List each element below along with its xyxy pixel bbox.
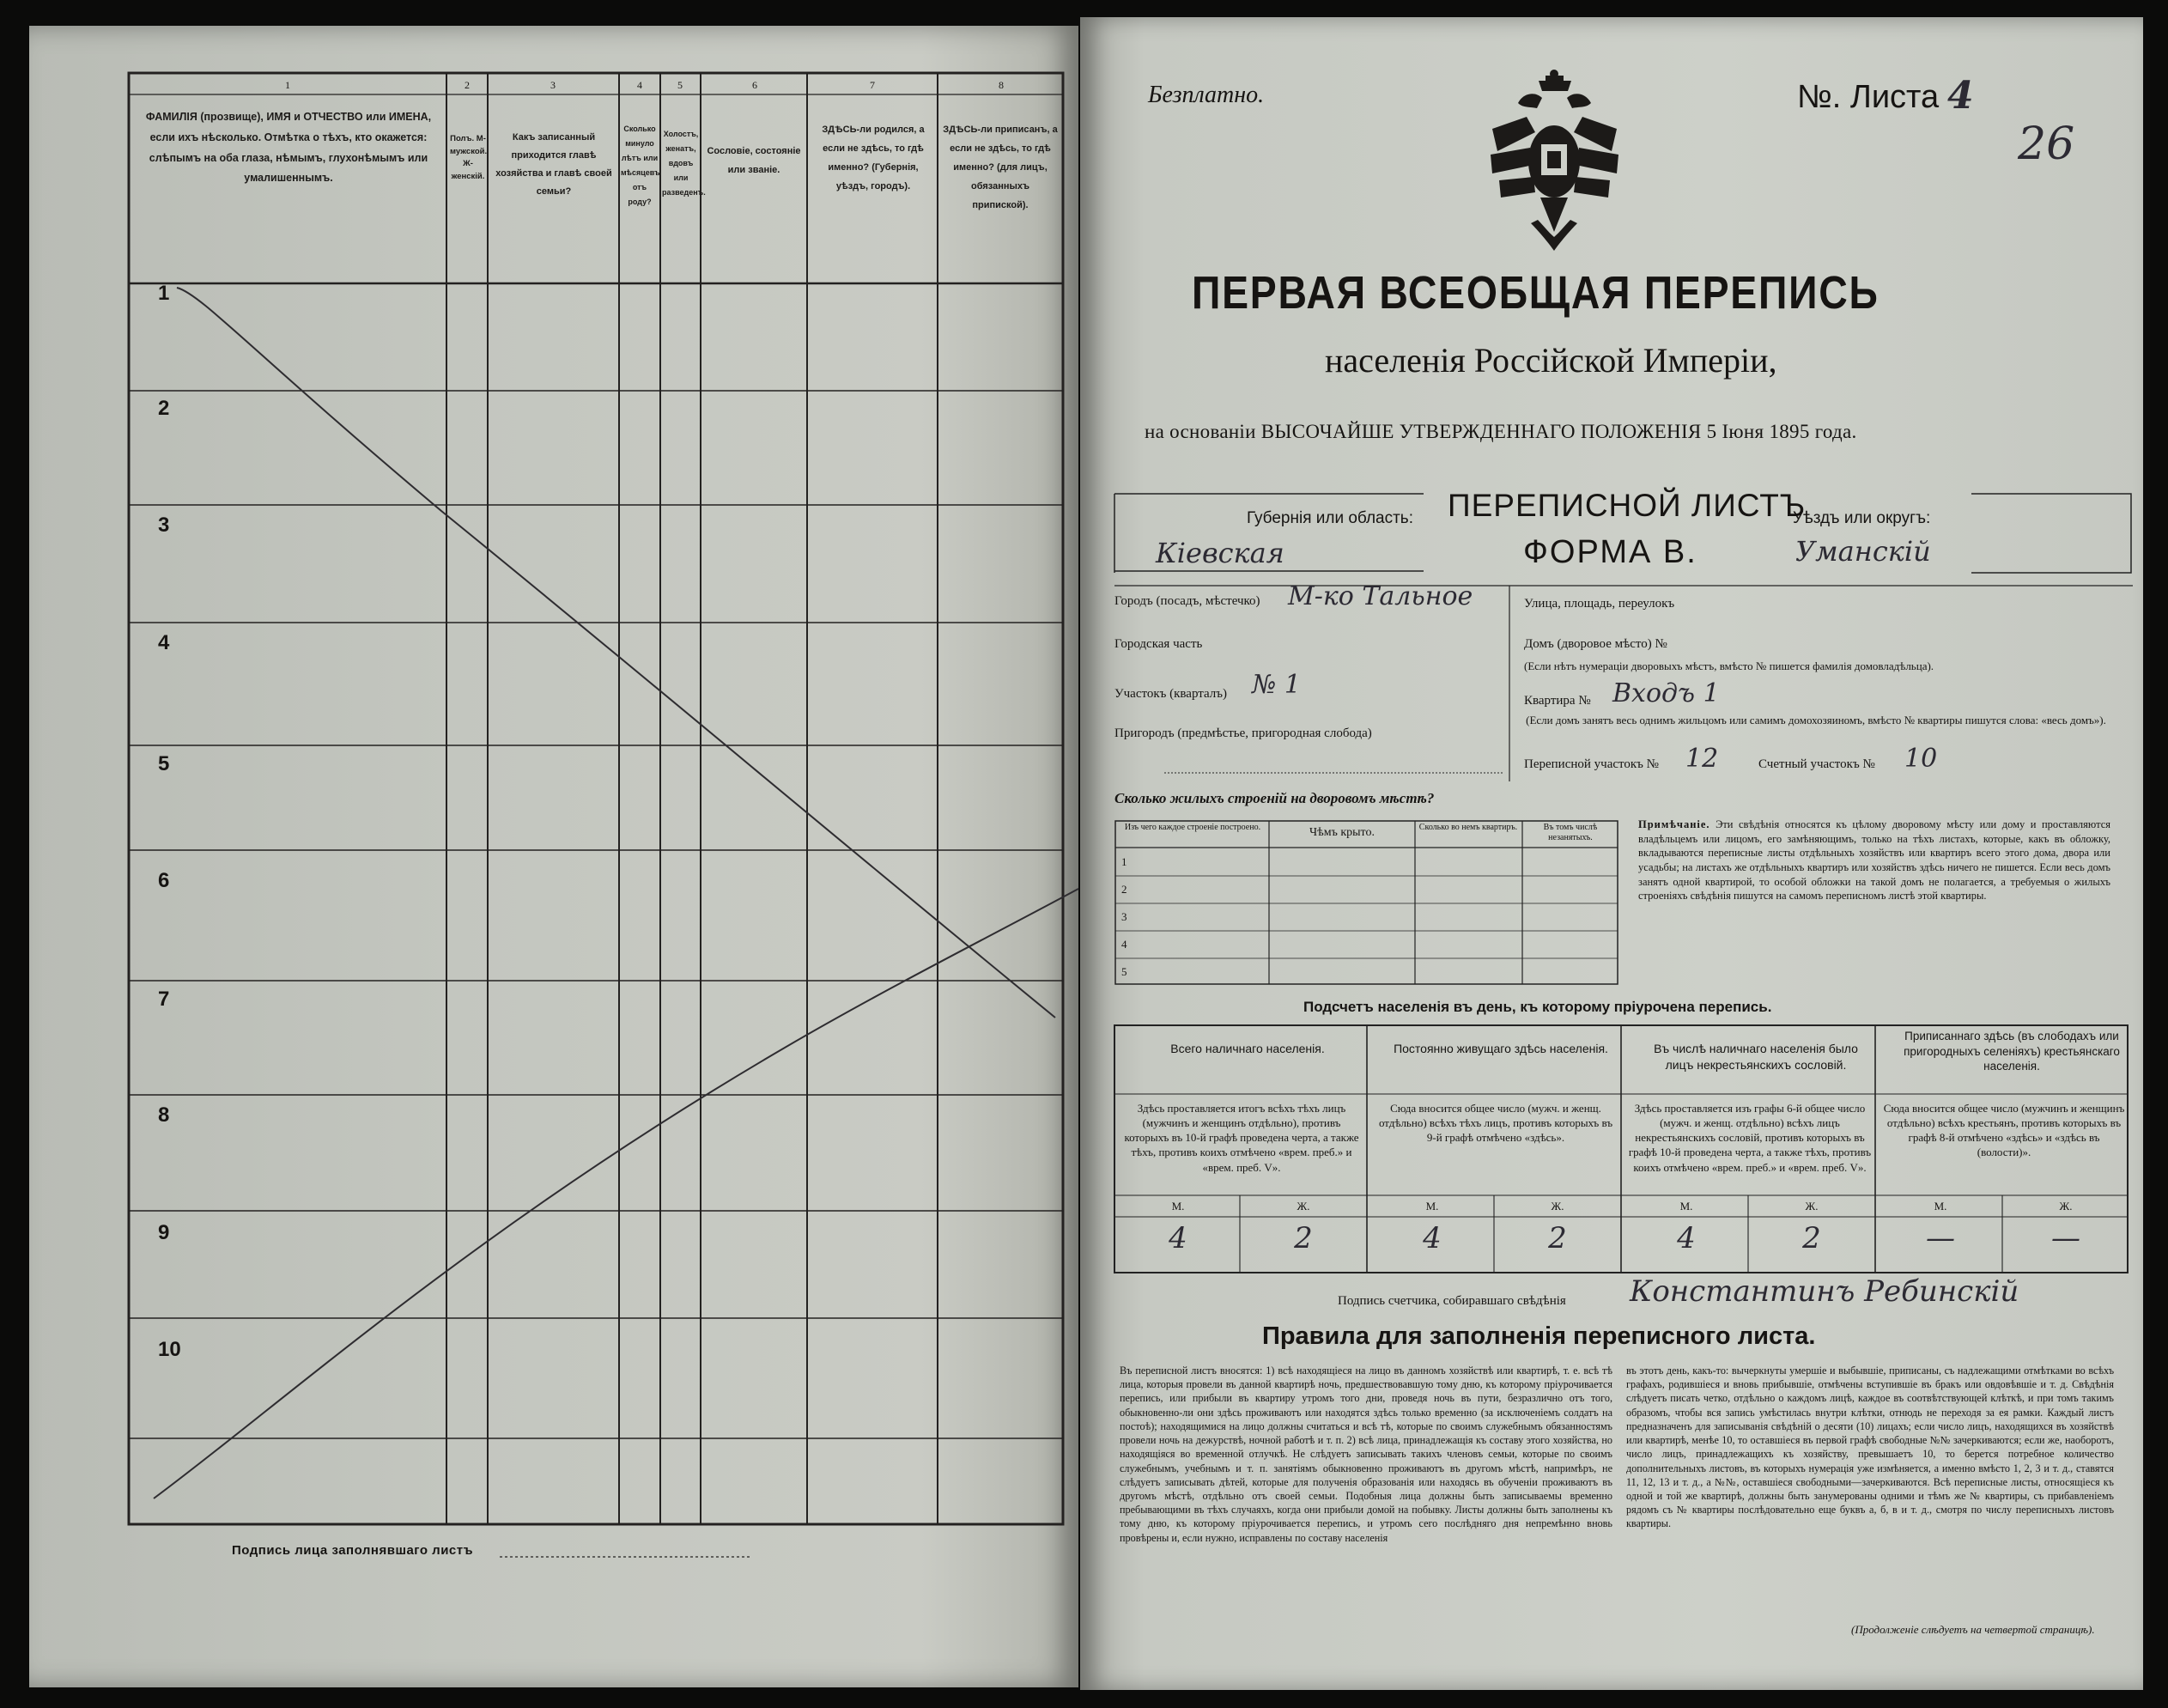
buildings-row-4: 4 xyxy=(1121,938,1127,951)
population-col-3-m-label: М. xyxy=(1679,1200,1693,1213)
left-page-household-table xyxy=(29,26,1078,1687)
city-value: М-ко Тальное xyxy=(1288,581,1473,611)
apartment-note: (Если домъ занятъ весь однимъ жильцомъ или самимъ домохозяиномъ, вмѣсто № квартиры пишутся слова: «весь домъ»). xyxy=(1526,714,2106,726)
column-header-relation: Какъ записанный приходится главѣ хозяйства и главѣ своей семьи? xyxy=(495,132,612,197)
sheet-title: ПЕРЕПИСНОЙ ЛИСТЪ xyxy=(1448,488,1807,523)
population-col-1-female-value: 2 xyxy=(1294,1221,1313,1255)
row-number-7: 7 xyxy=(158,988,170,1011)
column-header-age: Сколько минуло лѣтъ или мѣсяцевъ отъ роду? xyxy=(621,125,660,207)
column-header-registered: ЗДѢСЬ-ли приписанъ, а если не здѣсь, то гдѣ именно? (для лицъ, обязанныхъ припиской). xyxy=(943,125,1058,210)
sheet-number-label: №. Листа xyxy=(1797,79,1940,115)
population-col-1-head: Всего наличнаго населенія. xyxy=(1170,1042,1325,1055)
province-value: Кіевская xyxy=(1156,537,1284,569)
population-col-2-body: Сюда вносится общее число (мужч. и женщ. отдѣльно) всѣхъ тѣхъ лицъ, противъ которыхъ въ 9-й графѣ отмѣчено «здѣсь». xyxy=(1378,1102,1613,1145)
census-area-label: Переписной участокъ № xyxy=(1524,757,1659,771)
population-col-2-female-value: 2 xyxy=(1548,1221,1567,1255)
house-note: (Если нѣтъ нумераціи дворовыхъ мѣстъ, вмѣсто № пишется фамилія домовладѣльца). xyxy=(1524,659,1934,672)
column-number-1: 1 xyxy=(285,79,290,91)
basis-line: на основаніи ВЫСОЧАЙШЕ УТВЕРЖДЕННАГО ПОЛОЖЕНІЯ 5 Іюня 1895 года. xyxy=(1145,421,1857,442)
suburb-label: Пригородъ (предмѣстье, пригородная слобода) xyxy=(1114,726,1372,740)
buildings-row-1: 1 xyxy=(1121,855,1127,868)
column-number-3: 3 xyxy=(550,79,556,91)
population-col-4-m-label: М. xyxy=(1934,1200,1947,1213)
population-col-3-male-value: 4 xyxy=(1677,1221,1696,1255)
row-number-1: 1 xyxy=(158,282,170,305)
column-header-estate: Сословіе, состояніе или званіе. xyxy=(707,146,801,175)
street-label: Улица, площадь, переулокъ xyxy=(1524,597,1675,611)
sheet-number-handwritten: 4 xyxy=(1947,74,1974,118)
free-label: Безплатно. xyxy=(1148,82,1265,108)
row-number-6: 6 xyxy=(158,869,170,892)
rules-right-column: въ этотъ день, какъ-то: вычеркнуты умершіе и выбывшіе, приписаны, съ надлежащими отмѣтками во всѣхъ графахъ, родившіеся и вновь прибывшіе, отмѣчены вступившіе въ бракъ или овдовѣвшіе и т. д. Свѣдѣнія слѣдуетъ писать четко, отдѣльно о каждомъ лицѣ, каждое въ соотвѣтствующей клѣткѣ, и при томъ такимъ образомъ, чтобы вся запись умѣстилась внутри клѣтки, отнюдь не переходя за ея рамки. Каждый листъ предназначенъ для записыванія свѣдѣній о десяти (10) лицахъ; если число лицъ, находящихся въ хозяйствѣ или квартирѣ, менѣе 10, то оставшіеся въ первой графѣ свободные №№ зачеркиваются; если же, наоборотъ, число лицъ, принадлежащихъ къ хозяйству, превышаетъ 10, то берется потребное количество дополнительныхъ листовъ, въ которыхъ нумерація уже измѣняется, а именно вмѣсто 1, 2, 3 и т. д., ставятся 11, 12, 13 и т. д., а №№, оставшіеся свободными—зачеркиваются. Всѣ переписные листы, относящіеся къ одной и той же квартирѣ, должны быть занумерованы одними и тѣмъ же № квартиры, съ прибавленіемъ рядомъ съ № квартиры послѣдовательно еще буквъ а, б, в и т. д., смотря по числу переписныхъ листовъ квартиры. xyxy=(1626,1365,2114,1530)
buildings-header-roof: Чѣмъ крыто. xyxy=(1309,826,1375,839)
buildings-row-2: 2 xyxy=(1121,883,1127,896)
column-header-name: ФАМИЛІЯ (прозвище), ИМЯ и ОТЧЕСТВО или ИМЕНА, если ихъ нѣсколько. Отмѣтка о тѣхъ, кто окажется: слѣпымъ на оба глаза, нѣмымъ, глухонѣмымъ или умалишеннымъ. xyxy=(145,111,432,185)
row-number-4: 4 xyxy=(158,631,170,654)
population-col-2-male-value: 4 xyxy=(1423,1221,1442,1255)
city-part-label: Городская часть xyxy=(1114,637,1203,651)
population-col-4-head: Приписаннаго здѣсь (въ слободахъ или пригородныхъ селеніяхъ) крестьянскаго населенія. xyxy=(1904,1030,2120,1073)
population-col-1-f-label: Ж. xyxy=(1297,1200,1310,1213)
population-col-4-body: Сюда вносится общее число (мужчинъ и женщинъ отдѣльно) всѣхъ крестьянъ, противъ которыхъ въ графѣ 8-й отмѣчено «здѣсь» и «здѣсь въ (волости)». xyxy=(1883,1102,2125,1159)
column-header-sex: Полъ. М-мужской. Ж-женскій. xyxy=(450,134,488,182)
row-number-10: 10 xyxy=(158,1338,181,1361)
column-header-marital: Холостъ, женатъ, вдовъ или разведенъ. xyxy=(662,130,706,198)
column-number-4: 4 xyxy=(637,79,642,91)
continued-note: (Продолженіе слѣдуетъ на четвертой страницѣ). xyxy=(1851,1623,2095,1636)
census-subtitle: населенія Россійской Имперіи, xyxy=(1325,341,1777,380)
precinct-label: Участокъ (кварталъ) xyxy=(1114,687,1228,701)
note-label: Примѣчаніе. xyxy=(1638,818,1710,830)
rules-left-column: Въ переписной листъ вносятся: 1) всѣ находящіеся на лицо въ данномъ хозяйствѣ или квартирѣ, т. е. всѣ тѣ лица, которыя провели въ данной квартирѣ ночь, предшествовавшую тому дню, къ которому пріурочивается перепись, или прибыли въ квартиру утромъ того дни, проведя ночь въ пути, безразлично отъ того, обыкновенно-ли они здѣсь проживаютъ или находятся здѣсь только временно (за исключеніемъ солдатъ на постоѣ); находящимися на лицо должны считаться и всѣ тѣ, которые по своимъ служебнымъ обязанностямъ провели ночь на дежурствѣ, ночной работѣ и т. п. 2) всѣ лица, принадлежащія къ составу этого хозяйства, но находящіяся во временной отлучкѣ. Не слѣдуетъ записывать такихъ членовъ семьи, которые по своимъ служебнымъ, учебнымъ и т. п. занятіямъ обыкновенно проживаютъ въ другомъ мѣстѣ, напримѣръ, не слѣдуетъ записывать дѣтей, которые для полученія образованія или находясь въ обученіи проживаютъ въ другомъ мѣстѣ, отдѣльно отъ своей семьи. Подобныя лица должны быть записываемы временно пребывающими въ тѣхъ случаяхъ, когда они прибыли домой на побывку. Листы должны быть заполнены къ тому дню, къ которому пріурочивается перепись, и утромъ сего послѣдняго дня непремѣнно вновь провѣрены и, если нужно, исправлены по составу населенія xyxy=(1120,1365,1612,1544)
population-col-2-m-label: М. xyxy=(1425,1200,1439,1213)
count-area-value: 10 xyxy=(1904,744,1938,774)
household-table-grid xyxy=(29,26,1078,1687)
population-col-1-male-value: 4 xyxy=(1169,1221,1187,1255)
buildings-header-material: Изъ чего каждое строеніе построено. xyxy=(1124,823,1261,832)
apartment-value: Входъ 1 xyxy=(1612,678,1720,708)
strike-line-diagonal-down xyxy=(177,288,1055,1018)
column-number-2: 2 xyxy=(465,79,470,91)
form-title: ФОРМА В. xyxy=(1523,534,1697,570)
precinct-value: № 1 xyxy=(1252,670,1302,700)
double-headed-eagle-emblem xyxy=(1484,69,1625,262)
population-col-2-head: Постоянно живущаго здѣсь населенія. xyxy=(1394,1042,1608,1055)
census-area-value: 12 xyxy=(1685,744,1719,774)
buildings-header-vacant: Въ томъ числѣ незанятыхъ. xyxy=(1543,823,1598,842)
district-label: Уѣздъ или округъ: xyxy=(1793,509,1931,527)
population-col-4-female-value: — xyxy=(2051,1221,2080,1255)
note-text: Эти свѣдѣнія относятся къ цѣлому дворовому мѣсту или дому и проставляются владѣльцемъ или лицомъ, его замѣняющимъ, только на тѣхъ листахъ, которые, какъ въ обложку, вкладываются переписные листы отдѣльныхъ хозяйствъ или квартиръ всего этого дома, двора или усадьбы; на листахъ же отдѣльныхъ квартиръ или хозяйствъ здѣсь ничего не пишется. Если весь домъ занятъ одной квартирой, то особой обложки на такой домъ не полагается, а требуемыя о жилыхъ строеніяхъ свѣдѣнія пишутся на самомъ переписномъ листѣ этой квартиры. xyxy=(1638,818,2111,903)
household-signature-label: Подпись лица заполнявшаго листъ xyxy=(232,1543,474,1558)
province-label: Губернія или область: xyxy=(1246,509,1413,527)
count-area-label: Счетный участокъ № xyxy=(1758,757,1875,771)
rules-title: Правила для заполненія переписного листа. xyxy=(1262,1322,1816,1350)
population-col-4-male-value: — xyxy=(1926,1221,1955,1255)
buildings-row-3: 3 xyxy=(1121,910,1127,923)
city-label: Городъ (посадъ, мѣстечко) xyxy=(1114,594,1260,608)
population-col-3-f-label: Ж. xyxy=(1805,1200,1819,1213)
right-page-census-form xyxy=(1080,17,2143,1690)
row-number-2: 2 xyxy=(158,397,170,420)
census-title: ПЕРВАЯ ВСЕОБЩАЯ ПЕРЕПИСЬ xyxy=(1192,267,1880,319)
row-number-8: 8 xyxy=(158,1103,170,1127)
house-label: Домъ (дворовое мѣсто) № xyxy=(1524,637,1667,651)
column-number-7: 7 xyxy=(870,79,875,91)
population-col-1-m-label: М. xyxy=(1171,1200,1185,1213)
buildings-question: Сколько жилыхъ строеній на дворовомъ мѣстѣ? xyxy=(1114,790,1435,806)
page-number-handwritten: 26 xyxy=(2018,119,2075,170)
district-value: Уманскій xyxy=(1795,535,1931,568)
row-number-3: 3 xyxy=(158,514,170,537)
column-number-6: 6 xyxy=(752,79,757,91)
population-col-3-body: Здѣсь проставляется изъ графы 6-й общее число (мужч. и женщ. отдѣльно) всѣхъ лицъ некрестьянскихъ сословій, противъ которыхъ въ графѣ 10-й проведена черта, а также тѣхъ, противъ коихъ отмѣчено «врем. преб.» и «врем. преб. V». xyxy=(1628,1102,1872,1174)
buildings-note xyxy=(1638,818,2110,903)
enumerator-signature: Константинъ Ребинскій xyxy=(1630,1274,2019,1309)
population-col-3-head: Въ числѣ наличнаго населенія было лицъ некрестьянскихъ сословій. xyxy=(1654,1042,1858,1072)
population-col-4-f-label: Ж. xyxy=(2059,1200,2073,1213)
row-number-9: 9 xyxy=(158,1221,170,1244)
column-number-8: 8 xyxy=(999,79,1004,91)
buildings-header-apartments: Сколько во немъ квартиръ. xyxy=(1418,823,1518,832)
population-col-1-body: Здѣсь проставляется итогъ всѣхъ тѣхъ лицъ (мужчинъ и женщинъ отдѣльно), противъ которыхъ въ 10-й графѣ проведена черта, а также тѣхъ, противъ коихъ отмѣчено «врем. преб.» и «врем. преб. V». xyxy=(1124,1102,1359,1174)
enumerator-label: Подпись счетчика, собиравшаго свѣдѣнія xyxy=(1338,1294,1566,1308)
population-col-2-f-label: Ж. xyxy=(1551,1200,1564,1213)
column-number-5: 5 xyxy=(677,79,683,91)
column-header-birthplace: ЗДѢСЬ-ли родился, а если не здѣсь, то гдѣ именно? (Губернія, уѣздъ, городъ). xyxy=(822,125,925,191)
row-number-5: 5 xyxy=(158,752,170,775)
buildings-table-grid xyxy=(1114,820,1630,992)
population-title: Подсчетъ населенія въ день, къ которому пріурочена перепись. xyxy=(1303,999,1772,1015)
apartment-label: Квартира № xyxy=(1524,694,1591,708)
population-col-3-female-value: 2 xyxy=(1802,1221,1821,1255)
buildings-row-5: 5 xyxy=(1121,965,1127,978)
